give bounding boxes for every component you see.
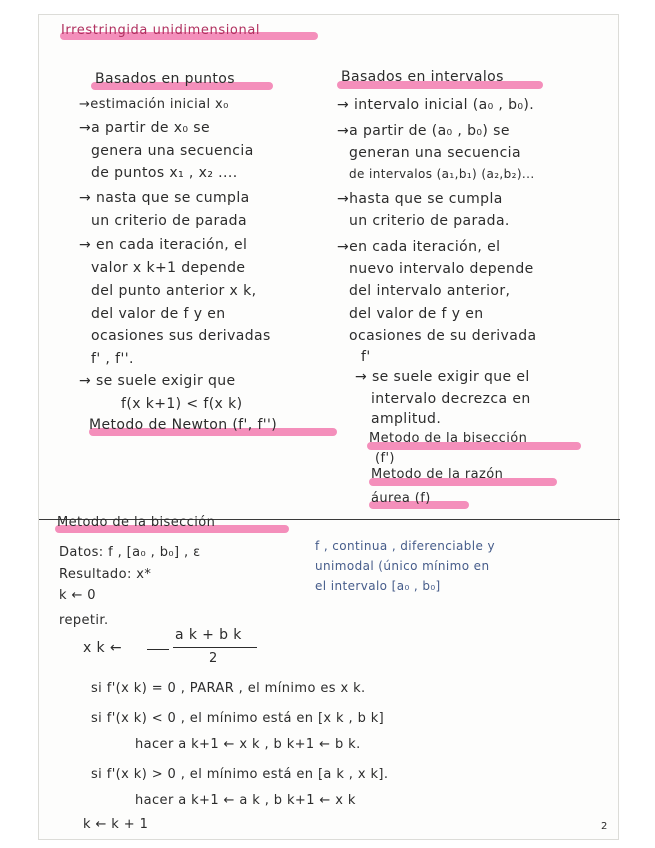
right-line-9: del intervalo anterior,	[349, 283, 511, 299]
assign-arrow-line	[147, 649, 169, 650]
note-line-2: unimodal (único mínimo en	[315, 559, 490, 573]
right-line-15: amplitud.	[371, 411, 442, 427]
xk-assign: x k ←	[83, 640, 123, 656]
bisection-title: Metodo de la bisección	[57, 515, 216, 530]
right-line-5: →hasta que se cumpla	[337, 191, 503, 207]
right-line-3: generan una secuencia	[349, 145, 521, 161]
init-line: k ← 0	[59, 588, 96, 603]
left-line-3: genera una secuencia	[91, 143, 254, 159]
right-line-10: del valor de f y en	[349, 306, 484, 322]
left-line-5: → nasta que se cumpla	[79, 190, 250, 206]
page-number: 2	[601, 821, 608, 832]
right-line-8: nuevo intervalo depende	[349, 261, 534, 277]
si1-line: si f'(x k) = 0 , PARAR , el mínimo es x k.	[91, 681, 366, 696]
left-line-8: valor x k+1 depende	[91, 260, 246, 276]
right-line-11: ocasiones de su derivada	[349, 328, 537, 344]
right-line-14: intervalo decrezca en	[371, 391, 531, 407]
left-line-6: un criterio de parada	[91, 213, 247, 229]
right-line-1: → intervalo inicial (a₀ , b₀).	[337, 97, 535, 113]
right-line-2: →a partir de (a₀ , b₀) se	[337, 123, 510, 139]
fraction-numerator: a k + b k	[175, 627, 242, 643]
right-method-1: Metodo de la bisección	[369, 431, 528, 446]
right-line-12: f'	[361, 349, 371, 365]
left-line-2: →a partir de x₀ se	[79, 120, 210, 136]
right-line-6: un criterio de parada.	[349, 213, 510, 229]
left-line-1: →estimación inicial x₀	[79, 97, 229, 112]
hacer3-line: hacer a k+1 ← a k , b k+1 ← x k	[135, 793, 356, 808]
left-line-12: f' , f''.	[91, 351, 134, 367]
page-title: Irrestringida unidimensional	[61, 23, 261, 38]
right-line-7: →en cada iteración, el	[337, 239, 501, 255]
right-method-1-arg: (f')	[375, 451, 395, 466]
note-line-3: el intervalo [a₀ , b₀]	[315, 579, 441, 593]
datos-line: Datos: f , [a₀ , b₀] , ε	[59, 545, 201, 560]
left-line-13: → se suele exigir que	[79, 373, 236, 389]
left-line-7: → en cada iteración, el	[79, 237, 248, 253]
left-line-14: f(x k+1) < f(x k)	[121, 396, 243, 412]
left-line-10: del valor de f y en	[91, 306, 226, 322]
increment-line: k ← k + 1	[83, 817, 149, 832]
left-line-4: de puntos x₁ , x₂ ....	[91, 165, 238, 181]
newton-method: Metodo de Newton (f', f'')	[89, 417, 278, 433]
right-method-2: Metodo de la razón	[371, 467, 504, 482]
fraction-denominator: 2	[209, 651, 218, 666]
repetir-line: repetir.	[59, 613, 109, 628]
si3-line: si f'(x k) > 0 , el mínimo está en [a k , x k].	[91, 767, 389, 782]
notebook-page	[38, 14, 619, 840]
note-line-1: f , continua , diferenciable y	[315, 539, 496, 553]
si2-line: si f'(x k) < 0 , el mínimo está en [x k , b k]	[91, 711, 385, 726]
left-heading: Basados en puntos	[95, 71, 235, 87]
left-line-11: ocasiones sus derivadas	[91, 328, 271, 344]
resultado-line: Resultado: x*	[59, 567, 152, 582]
right-line-4: de intervalos (a₁,b₁) (a₂,b₂)...	[349, 167, 535, 181]
left-line-9: del punto anterior x k,	[91, 283, 257, 299]
hacer2-line: hacer a k+1 ← x k , b k+1 ← b k.	[135, 737, 361, 752]
fraction-bar	[173, 647, 257, 648]
right-line-13: → se suele exigir que el	[355, 369, 530, 385]
right-method-2b: áurea (f)	[371, 491, 431, 506]
right-heading: Basados en intervalos	[341, 69, 504, 85]
